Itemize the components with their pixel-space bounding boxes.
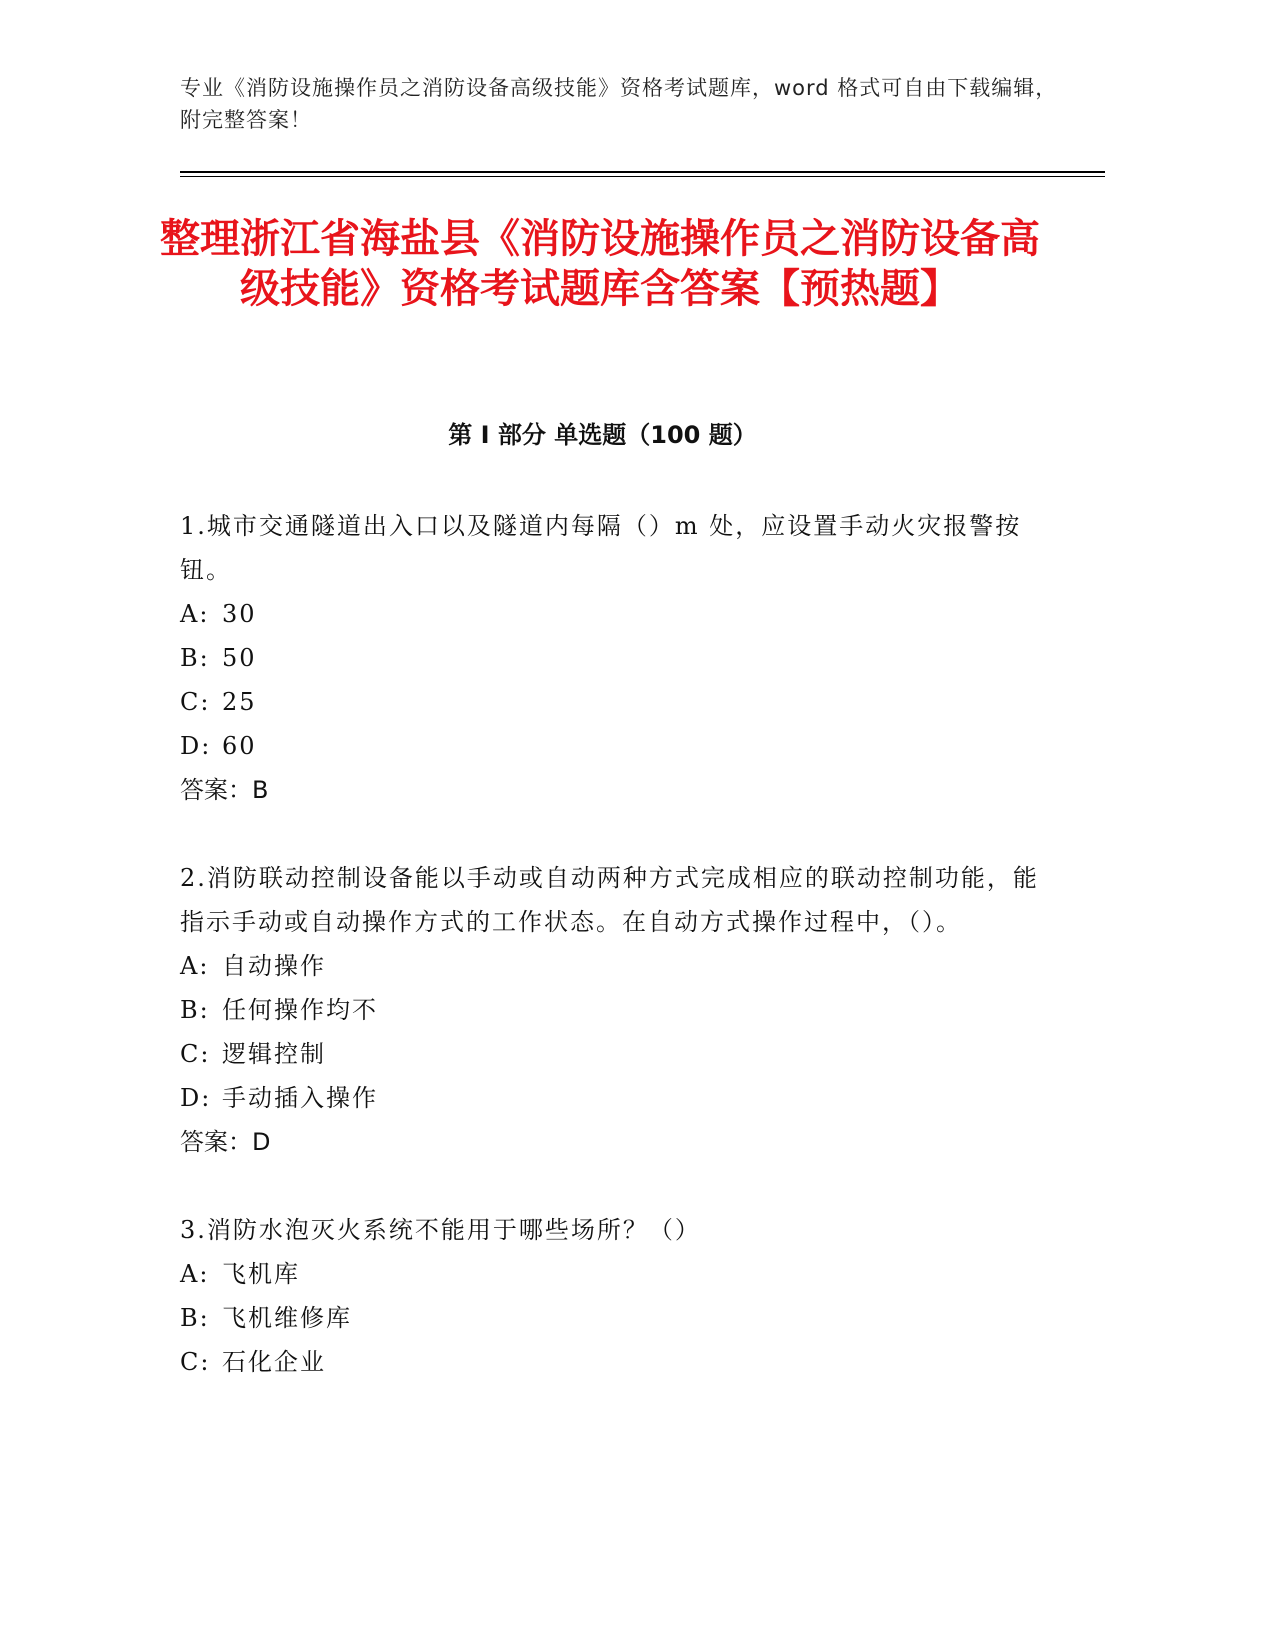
option-text: 飞机库 (222, 1260, 300, 1288)
option-label: A: (180, 600, 210, 628)
option-label: B: (180, 644, 210, 672)
question-stem: 1.城市交通隧道出入口以及隧道内每隔（）m 处，应设置手动火灾报警按钮。 (180, 512, 1022, 584)
option-a (180, 944, 1050, 988)
option-text: 30 (222, 600, 257, 628)
question-list (180, 504, 1050, 1428)
option-label: C: (180, 1348, 211, 1376)
option-b (180, 636, 1050, 680)
option-a (180, 592, 1050, 636)
question-stem: 3.消防水泡灭火系统不能用于哪些场所？（） (180, 1216, 701, 1244)
question-item (180, 1208, 1050, 1384)
option-text: 25 (222, 688, 257, 716)
option-label: C: (180, 1040, 211, 1068)
header-rule-thick (180, 171, 1105, 173)
option-label: B: (180, 996, 210, 1024)
option-label: A: (180, 952, 210, 980)
header-rule-thin (180, 176, 1105, 177)
option-b (180, 988, 1050, 1032)
answer-text: 答案：B (180, 776, 269, 804)
option-b (180, 1296, 1050, 1340)
option-text: 逻辑控制 (222, 1040, 326, 1068)
question-stem: 2.消防联动控制设备能以手动或自动两种方式完成相应的联动控制功能，能指示手动或自动操作方式的工作状态。在自动方式操作过程中，（）。 (180, 864, 1039, 936)
option-text: 60 (222, 732, 257, 760)
option-label: C: (180, 688, 211, 716)
question-item (180, 856, 1050, 1164)
option-text: 任何操作均不 (222, 996, 378, 1024)
option-c (180, 680, 1050, 724)
question-item (180, 504, 1050, 812)
option-text: 50 (222, 644, 257, 672)
section-heading: 第 I 部分 单选题（100 题） (448, 421, 757, 449)
option-label: D: (180, 1084, 212, 1112)
option-label: D: (180, 732, 212, 760)
option-a (180, 1252, 1050, 1296)
header-note: 专业《消防设施操作员之消防设备高级技能》资格考试题库，word 格式可自由下载编辑，附完整答案！ (180, 76, 1058, 132)
document-title: 整理浙江省海盐县《消防设施操作员之消防设备高级技能》资格考试题库含答案【预热题】 (160, 216, 1040, 312)
option-d (180, 724, 1050, 768)
option-d (180, 1076, 1050, 1120)
option-text: 自动操作 (222, 952, 326, 980)
option-label: B: (180, 1304, 210, 1332)
option-text: 石化企业 (222, 1348, 326, 1376)
option-text: 手动插入操作 (222, 1084, 378, 1112)
option-text: 飞机维修库 (222, 1304, 352, 1332)
option-c (180, 1340, 1050, 1384)
option-c (180, 1032, 1050, 1076)
option-label: A: (180, 1260, 210, 1288)
answer-text: 答案：D (180, 1128, 271, 1156)
